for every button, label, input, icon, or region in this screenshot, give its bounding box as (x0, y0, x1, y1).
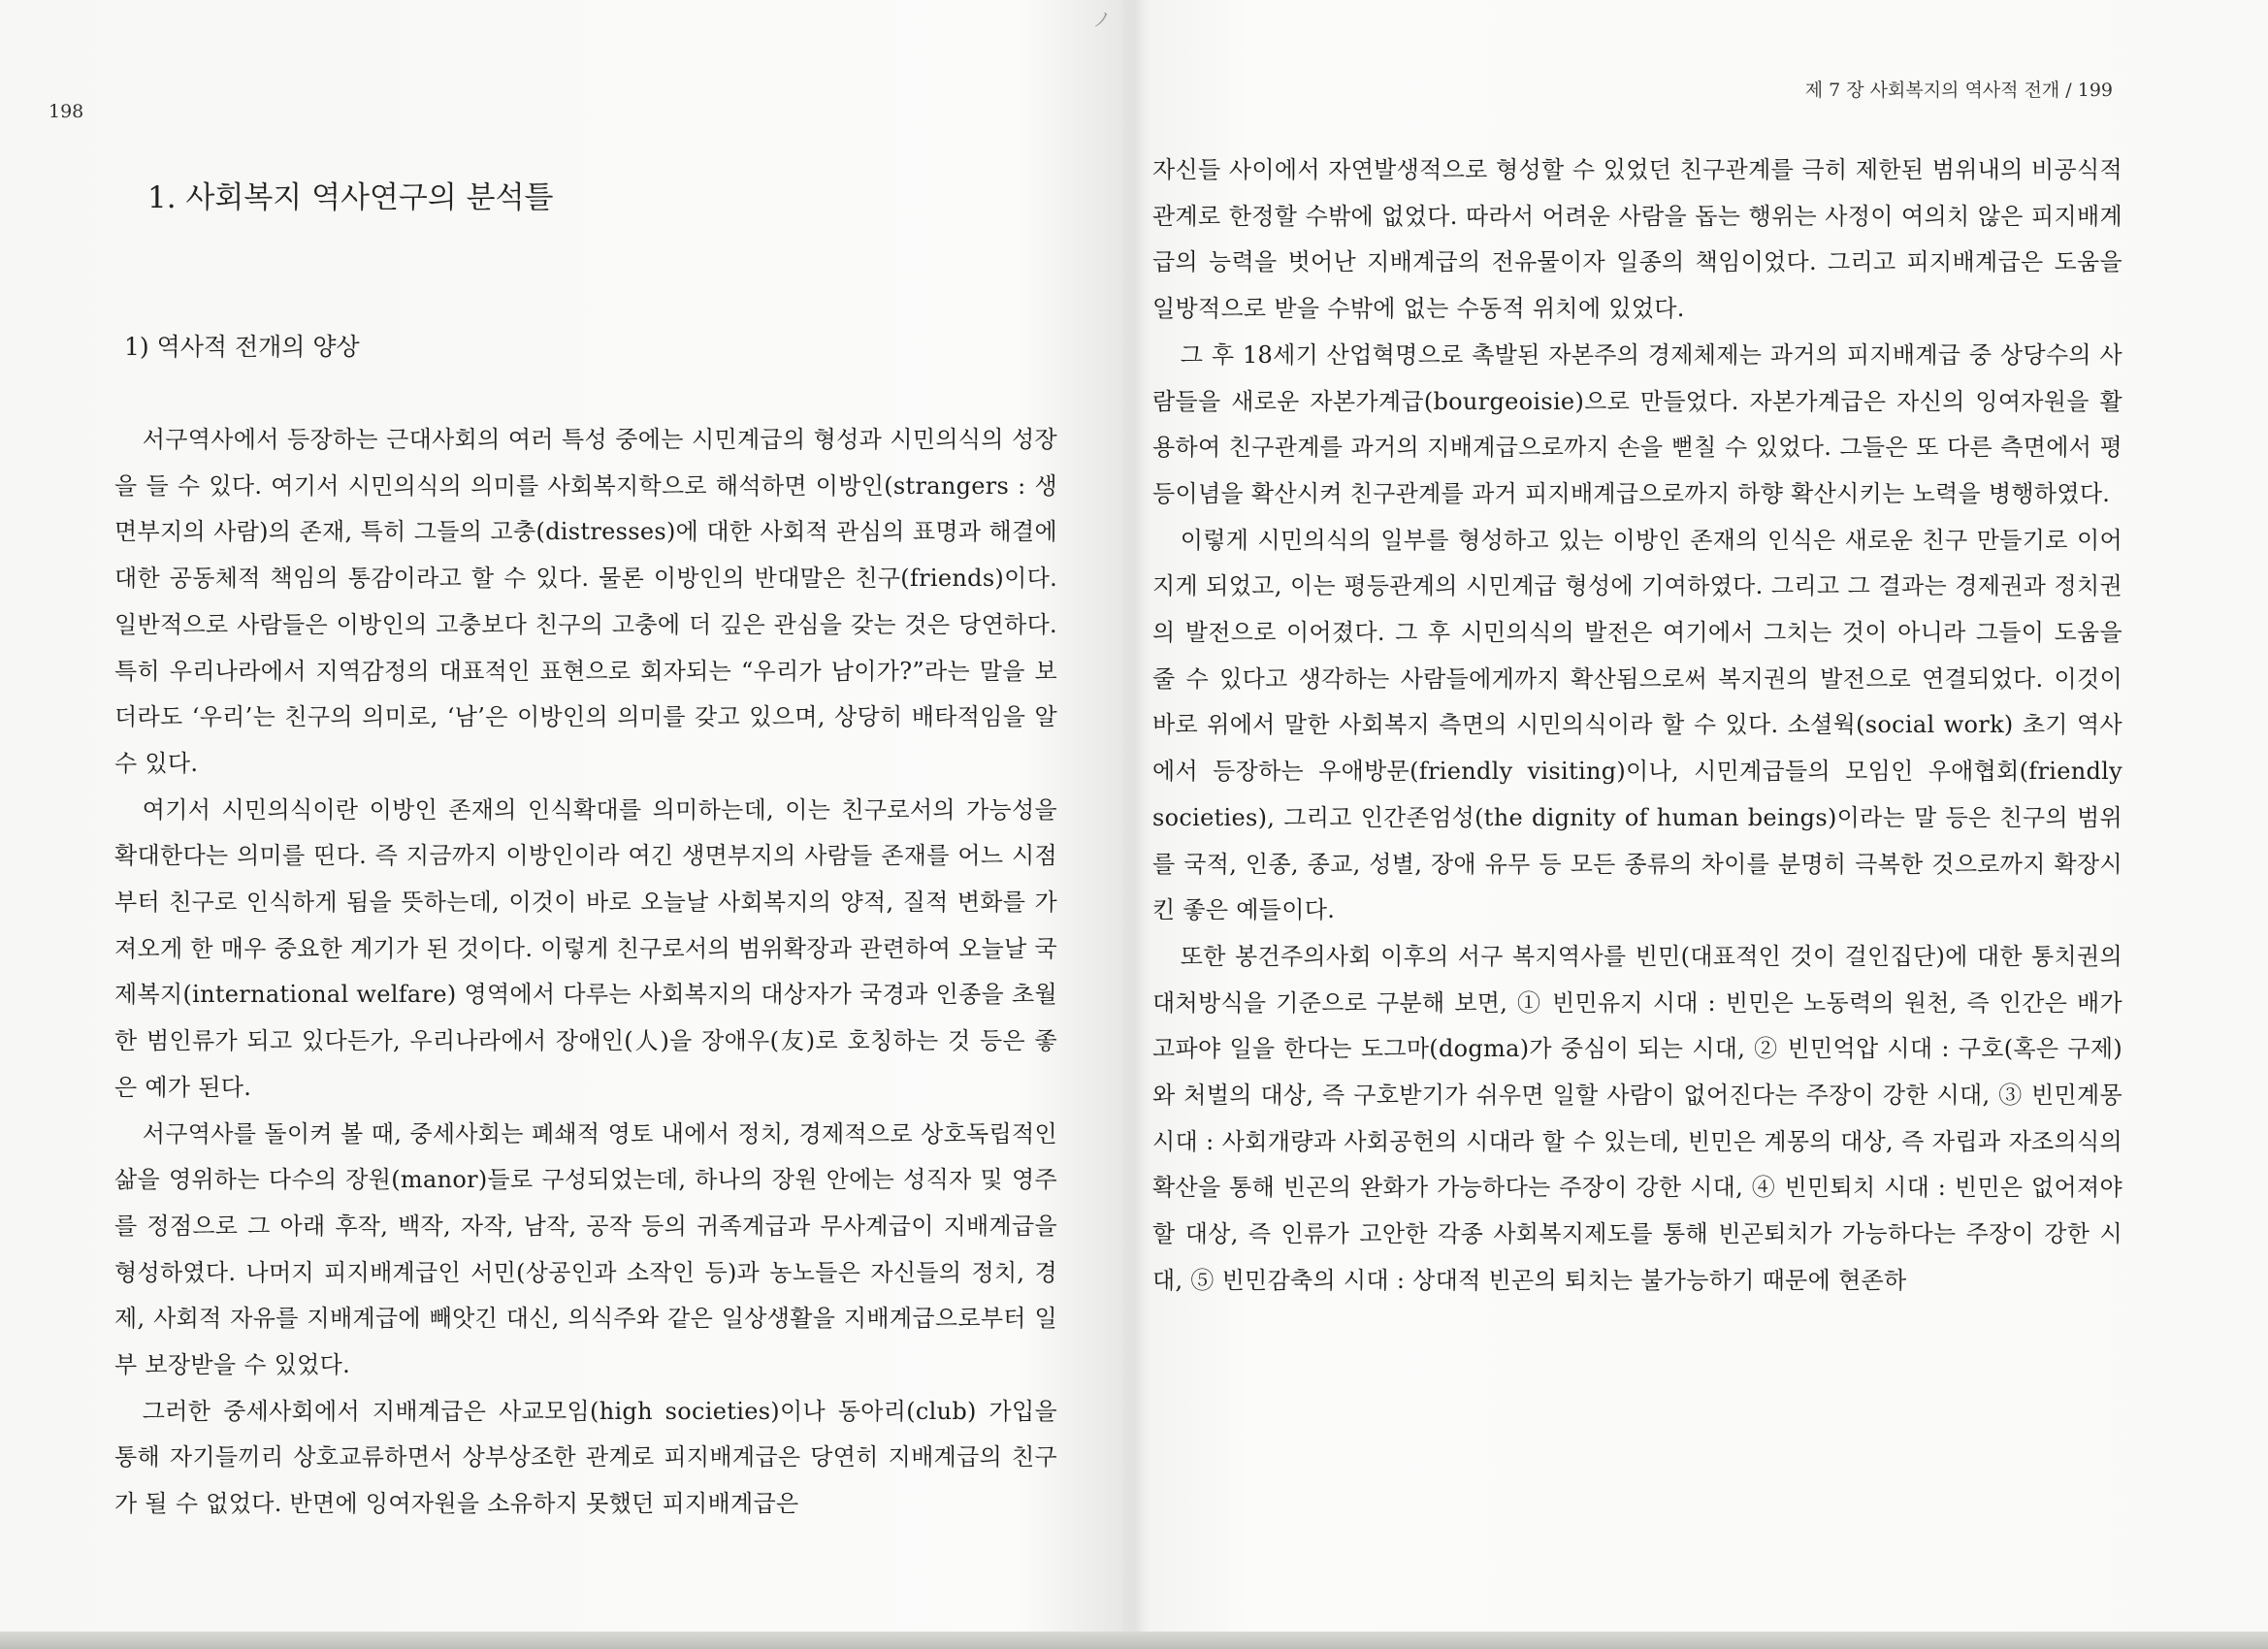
left-paragraph-3: 서구역사를 돌이켜 볼 때, 중세사회는 폐쇄적 영토 내에서 정치, 경제적으로 상호독립적인 삶을 영위하는 다수의 장원(manor)들로 구성되었는데, 하나의 장원 안에는 성직자 및 영주를 정점으로 그 아래 후작, 백작, 자작, 남작, 공작 등의 귀족계급과 무사계급이 지배계급을 형성하였다. 나머지 피지배계급인 서민(상공인과 소작인 등)과 농노들은 자신들의 정치, 경제, 사회적 자유를 지배계급에 빼앗긴 대신, 의식주와 같은 일상생활을 지배계급으로부터 일부 보장받을 수 있었다. (114, 1119, 1057, 1379)
left-paragraph-2: 여기서 시민의식이란 이방인 존재의 인식확대를 의미하는데, 이는 친구로서의 가능성을 확대한다는 의미를 띤다. 즉 지금까지 이방인이라 여긴 생면부지의 사람들 존재를 어느 시점부터 친구로 인식하게 됨을 뜻하는데, 이것이 바로 오늘날 사회복지의 양적, 질적 변화를 가져오게 한 매우 중요한 계기가 된 것이다. 이렇게 친구로서의 범위확장과 관련하여 오늘날 국제복지(international welfare) 영역에서 다루는 사회복지의 대상자가 국경과 인종을 초월한 범인류가 되고 있다든가, 우리나라에서 장애인(人)을 장애우(友)로 호칭하는 것 등은 좋은 예가 된다. (114, 795, 1057, 1101)
scan-mark: ノ (1092, 8, 1112, 31)
left-paragraph-1: 서구역사에서 등장하는 근대사회의 여러 특성 중에는 시민계급의 형성과 시민의식의 성장을 들 수 있다. 여기서 시민의식의 의미를 사회복지학으로 해석하면 이방인(strangers : 생면부지의 사람)의 존재, 특히 그들의 고충(distresses)에 대한 사회적 관심의 표명과 해결에 대한 공동체적 책임의 통감이라고 할 수 있다. 물론 이방인의 반대말은 친구(friends)이다. 일반적으로 사람들은 이방인의 고충보다 친구의 고충에 더 깊은 관심을 갖는 것은 당연하다. 특히 우리나라에서 지역감정의 대표적인 표현으로 회자되는 “우리가 남이가?”라는 말을 보더라도 ‘우리’는 친구의 의미로, ‘남’은 이방인의 의미를 갖고 있으며, 상당히 배타적임을 알 수 있다. (114, 426, 1057, 777)
right-page-body (1152, 147, 2122, 1305)
page-bottom-edge (0, 1632, 2268, 1649)
book-gutter (1120, 0, 1150, 1649)
left-page-number: 198 (49, 101, 84, 122)
right-paragraph-4: 또한 봉건주의사회 이후의 서구 복지역사를 빈민(대표적인 것이 걸인집단)에 대한 통치권의 대처방식을 기준으로 구분해 보면, ① 빈민유지 시대 : 빈민은 노동력의 원천, 즉 인간은 배가 고파야 일을 한다는 도그마(dogma)가 중심이 되는 시대, ② 빈민억압 시대 : 구호(혹은 구제)와 처벌의 대상, 즉 구호받기가 쉬우면 일할 사람이 없어진다는 주장이 강한 시대, ③ 빈민계몽 시대 : 사회개량과 사회공헌의 시대라 할 수 있는데, 빈민은 계몽의 대상, 즉 자립과 자조의식의 확산을 통해 빈곤의 완화가 가능하다는 주장이 강한 시대, ④ 빈민퇴치 시대 : 빈민은 없어져야 할 대상, 즉 인류가 고안한 각종 사회복지제도를 통해 빈곤퇴치가 가능하다는 주장이 강한 시대, ⑤ 빈민감축의 시대 : 상대적 빈곤의 퇴치는 불가능하기 때문에 현존하 (1152, 942, 2122, 1294)
subsection-title: 1) 역사적 전개의 양상 (124, 333, 360, 361)
right-paragraph-2: 그 후 18세기 산업혁명으로 촉발된 자본주의 경제체제는 과거의 피지배계급 중 상당수의 사람들을 새로운 자본가계급(bourgeoisie)으로 만들었다. 자본가계급은 자신의 잉여자원을 활용하여 친구관계를 과거의 지배계급으로까지 손을 뻗칠 수 있었다. 그들은 또 다른 측면에서 평등이념을 확산시켜 친구관계를 과거 피지배계급으로까지 하향 확산시키는 노력을 병행하였다. (1152, 340, 2122, 507)
right-paragraph-3: 이렇게 시민의식의 일부를 형성하고 있는 이방인 존재의 인식은 새로운 친구 만들기로 이어지게 되었고, 이는 평등관계의 시민계급 형성에 기여하였다. 그리고 그 결과는 경제권과 정치권의 발전으로 이어졌다. 그 후 시민의식의 발전은 여기에서 그치는 것이 아니라 그들이 도움을 줄 수 있다고 생각하는 사람들에게까지 확산됨으로써 복지권의 발전으로 연결되었다. 이것이 바로 위에서 말한 사회복지 측면의 시민의식이라 할 수 있다. 소셜웍(social work) 초기 역사에서 등장하는 우애방문(friendly visiting)이나, 시민계급들의 모임인 우애협회(friendly societies), 그리고 인간존엄성(the dignity of human beings)이라는 말 등은 친구의 범위를 국적, 인종, 종교, 성별, 장애 유무 등 모든 종류의 차이를 분명히 극복한 것으로까지 확장시킨 좋은 예들이다. (1152, 526, 2122, 924)
section-title: 1. 사회복지 역사연구의 분석틀 (147, 180, 554, 215)
right-paragraph-1: 자신들 사이에서 자연발생적으로 형성할 수 있었던 친구관계를 극히 제한된 범위내의 비공식적 관계로 한정할 수밖에 없었다. 따라서 어려운 사람을 돕는 행위는 사정이 여의치 않은 피지배계급의 능력을 벗어난 지배계급의 전유물이자 일종의 책임이었다. 그리고 피지배계급은 도움을 일방적으로 받을 수밖에 없는 수동적 위치에 있었다. (1152, 156, 2122, 323)
left-page-body (114, 417, 1057, 1528)
left-paragraph-4: 그러한 중세사회에서 지배계급은 사교모임(high societies)이나 동아리(club) 가입을 통해 자기들끼리 상호교류하면서 상부상조한 관계로 피지배계급은 당연히 지배계급의 친구가 될 수 없었다. 반면에 잉여자원을 소유하지 못했던 피지배계급은 (114, 1397, 1057, 1518)
running-head: 제 7 장 사회복지의 역사적 전개 / 199 (1804, 80, 2113, 101)
